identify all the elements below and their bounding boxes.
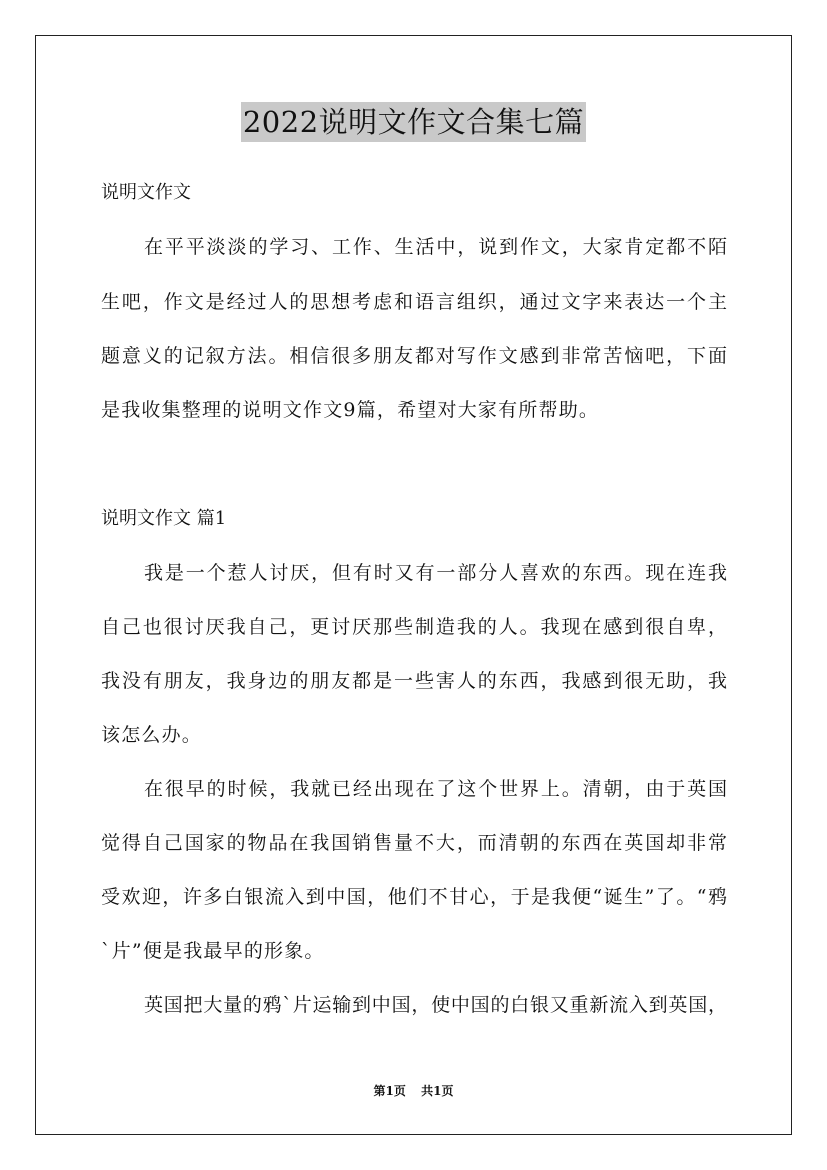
page-total: 共1页	[421, 1084, 454, 1098]
document-title: 2022说明文作文合集七篇	[241, 102, 586, 142]
section-heading: 说明文作文 篇1	[101, 508, 227, 529]
footer-spacer	[410, 1084, 418, 1098]
paragraph-line: 在很早的时候，我就已经出现在了这个世界上。清朝，由于英国	[144, 778, 727, 800]
title-container	[0, 102, 827, 142]
paragraph-line: 我没有朋友，我身边的朋友都是一些害人的东西，我感到很无助，我	[101, 670, 727, 692]
paragraph-line: 题意义的记叙方法。相信很多朋友都对写作文感到非常苦恼吧，下面	[101, 345, 727, 367]
paragraph-line: 受欢迎，许多白银流入到中国，他们不甘心，于是我便“诞生”了。“鸦	[101, 886, 727, 908]
paragraph-line: 自己也很讨厌我自己，更讨厌那些制造我的人。我现在感到很自卑，	[101, 616, 727, 638]
paragraph-line: 觉得自己国家的物品在我国销售量不大，而清朝的东西在英国却非常	[101, 832, 727, 854]
paragraph-line: `片”便是我最早的形象。	[101, 940, 325, 962]
page-number: 第1页	[373, 1084, 406, 1098]
paragraph-line: 英国把大量的鸦`片运输到中国，使中国的白银又重新流入到英国，	[144, 994, 727, 1016]
paragraph-line: 我是一个惹人讨厌，但有时又有一部分人喜欢的东西。现在连我	[144, 562, 727, 584]
section-heading: 说明文作文	[101, 182, 191, 203]
page-footer	[0, 1082, 827, 1100]
paragraph-line: 是我收集整理的说明文作文9篇，希望对大家有所帮助。	[101, 399, 600, 421]
paragraph-line: 在平平淡淡的学习、工作、生活中，说到作文，大家肯定都不陌	[144, 236, 727, 258]
paragraph-line: 该怎么办。	[101, 724, 203, 746]
paragraph-line: 生吧，作文是经过人的思想考虑和语言组织，通过文字来表达一个主	[101, 291, 727, 313]
